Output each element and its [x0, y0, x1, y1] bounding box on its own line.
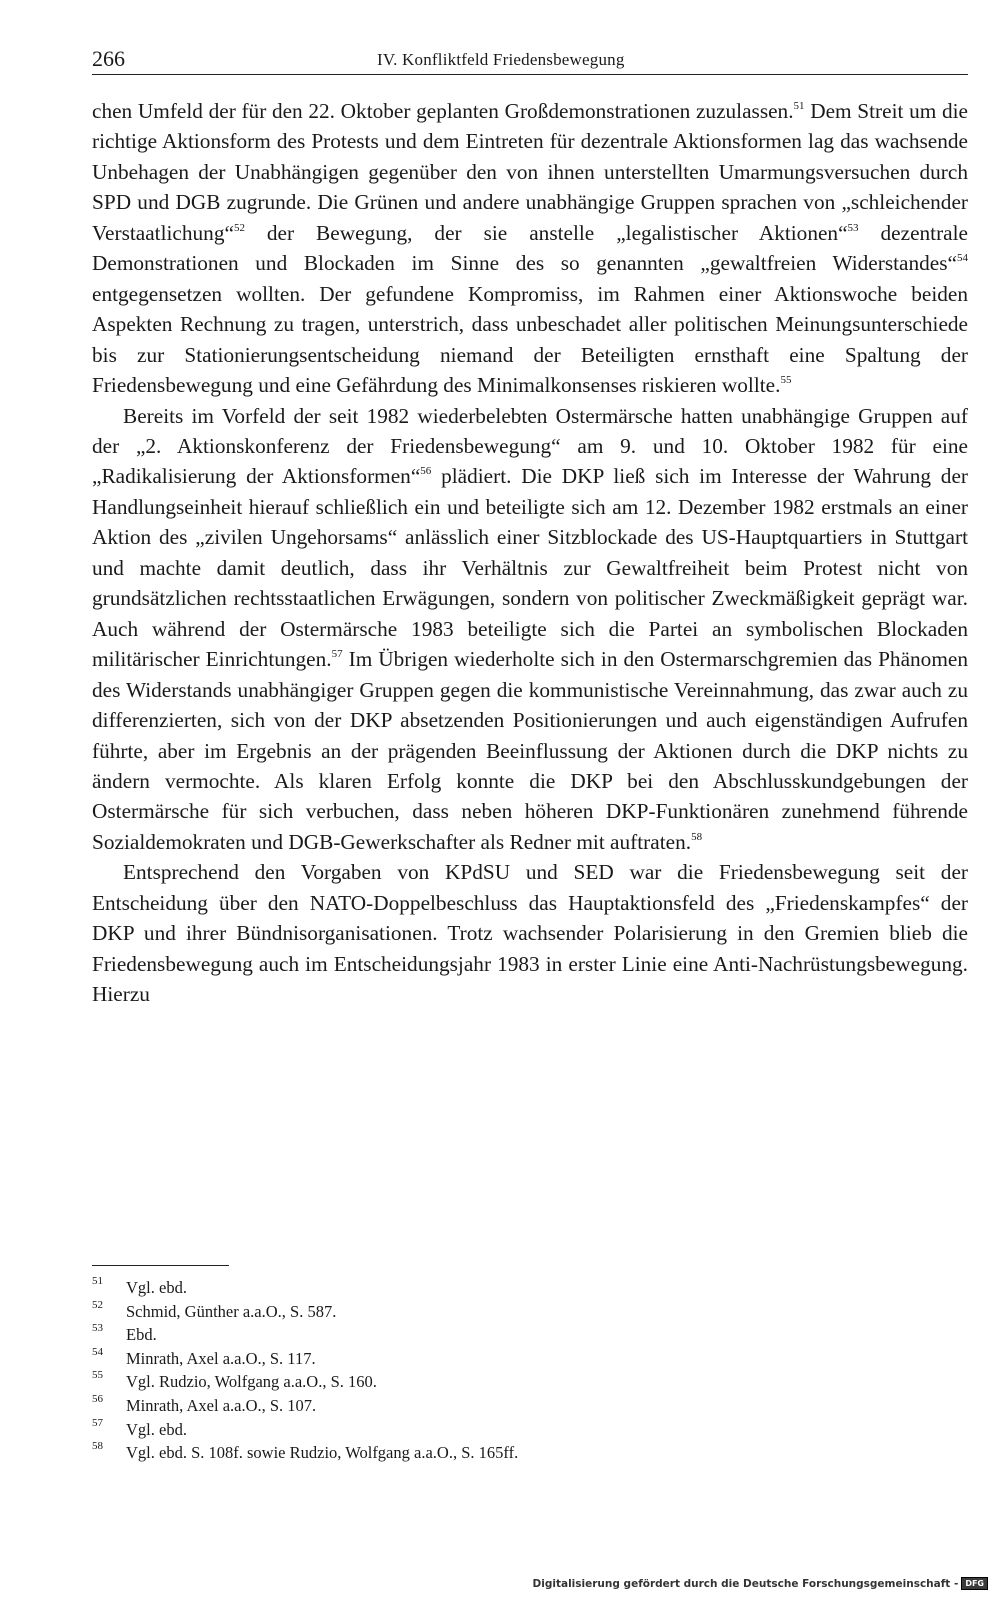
credit-text: Digitalisierung gefördert durch die Deutsche Forschungsgemeinschaft -: [532, 1577, 959, 1590]
paragraph-3: Entsprechend den Vorgaben von KPdSU und SED war die Friedensbewegung seit der Entscheidung über den NATO-Doppelbeschluss das Hauptaktionsfeld des „Friedenskampfes“ der DKP und ihrer Bündnisorganisationen. Trotz wachsender Polarisierung in den Gremien blieb die Friedensbewegung auch im Entscheidungsjahr 1983 in erster Linie eine Anti-Nachrüstungsbewegung. Hierzu: [92, 860, 968, 1007]
footnote: [92, 1394, 792, 1418]
text-span: dezentrale Demonstrationen und Blockaden im Sinne des so genannten „gewaltfreien Widerstandes“: [92, 220, 968, 276]
footnote-text: Minrath, Axel a.a.O., S. 117.: [126, 1348, 316, 1368]
footnote-ref-55[interactable]: 55: [780, 374, 792, 387]
footnote: [92, 1347, 792, 1371]
footnote: [92, 1300, 792, 1324]
footnote-number: 52: [92, 1298, 103, 1311]
footnote: [92, 1276, 792, 1300]
body-text: [92, 96, 968, 1010]
digitization-credit: [533, 1577, 988, 1590]
footnote-ref-51[interactable]: 51: [793, 100, 805, 112]
text-span: der Bewegung, der sie anstelle „legalistischer Aktionen“: [244, 220, 848, 245]
footnote-text: Vgl. ebd. S. 108f. sowie Rudzio, Wolfgang a.a.O., S. 165ff.: [126, 1443, 519, 1463]
text-span: chen Umfeld der für den 22. Oktober geplanten Großdemonstrationen zuzulassen.: [92, 99, 794, 123]
page-number: 266: [92, 46, 125, 71]
paragraph-2: [92, 401, 968, 858]
footnote-number: 54: [92, 1345, 103, 1358]
footnote-text: Ebd.: [126, 1325, 157, 1345]
footnote-number: 53: [92, 1322, 103, 1335]
footnote-text: Vgl. ebd.: [126, 1278, 187, 1297]
text-span: Im Übrigen wiederholte sich in den Ostermarschgremien das Phänomen des Widerstands unabhängiger Gruppen gegen die kommunistische Vereinnahmung, das zwar auch zu differenzierten, sich von der DKP absetzenden Positionierungen und auch eigenständigen Aufrufen führte, aber im Ergebnis an der prägenden Beeinflussung der Aktionen durch die DKP nichts zu ändern vermochte. Als klaren Erfolg konnte die DKP bei den Abschlusskundgebungen der Ostermärsche für sich verbuchen, dass neben höheren DKP-Funktionären zunehmend führende Sozialdemokraten und DGB-Gewerkschafter als Redner mit auftraten.: [92, 647, 968, 854]
footnote-text: Vgl. ebd.: [126, 1419, 187, 1439]
footnote-number: 56: [92, 1392, 103, 1405]
running-head-title: IV. Konfliktfeld Friedensbewegung: [377, 50, 625, 69]
footnote-text: Minrath, Axel a.a.O., S. 107.: [126, 1395, 317, 1415]
footnote-number: 58: [92, 1440, 103, 1453]
footnote: [92, 1441, 792, 1465]
footnotes: [92, 1276, 792, 1465]
footnote-ref-54[interactable]: 54: [957, 252, 968, 265]
footnote-number: 55: [92, 1369, 103, 1382]
text-span: plädiert. Die DKP ließ sich im Interesse der Wahrung der Handlungseinheit hierauf schließlich ein und beteiligte sich am 12. Dezember 1982 erstmals an einer Aktion des „zivilen Ungehorsams“ anlässlich einer Sitzblockade des US-Hauptquartiers in Stuttgart und machte damit deutlich, dass ihr Verhältnis zur Gewaltfreiheit beim Protest nicht von grundsätzlichen rechtsstaatlichen Erwägungen, sondern von politischer Zweckmäßigkeit geprägt war. Auch während der Ostermärsche 1983 beteiligte sich die Partei an symbolischen Blockaden militärischer Einrichtungen.: [92, 464, 968, 672]
footnote-text: Schmid, Günther a.a.O., S. 587.: [126, 1301, 337, 1321]
footnote-text: Vgl. Rudzio, Wolfgang a.a.O., S. 160.: [126, 1372, 377, 1392]
paragraph-1: [92, 96, 968, 401]
footnote-divider: [92, 1265, 229, 1266]
footnote-number: 57: [92, 1416, 103, 1429]
running-header: [92, 44, 968, 75]
footnote-ref-53[interactable]: 53: [847, 221, 859, 234]
text-span: Dem Streit um die richtige Aktionsform des Protests und dem Eintreten für dezentrale Aktionsformen lag das wachsende Unbehagen der Unabhängigen gegenüber den von ihnen unterstellten Umarmungsversuchen durch SPD und DGB zugrunde. Die Grünen und andere unabhängige Gruppen sprachen von „schleichender Verstaatlichung“: [92, 99, 968, 245]
footnote-ref-56[interactable]: 56: [420, 465, 432, 478]
footnote-ref-58[interactable]: 58: [691, 830, 703, 843]
text-span: entgegensetzen wollten. Der gefundene Kompromiss, im Rahmen einer Aktionswoche beiden Aspekten Rechnung zu tragen, unterstrich, dass unbeschadet aller politischen Meinungsunterschiede bis zur Stationierungsentscheidung niemand der Beteiligten ernsthaft eine Spaltung der Friedensbewegung und eine Gefährdung des Minimalkonsenses riskieren wollte.: [92, 281, 968, 398]
footnote-ref-57[interactable]: 57: [331, 648, 343, 661]
footnote-ref-52[interactable]: 52: [233, 221, 245, 234]
footnote: [92, 1370, 792, 1394]
dfg-logo-icon: DFG: [961, 1577, 988, 1590]
footnote-number: 51: [92, 1275, 103, 1287]
footnote: [92, 1323, 792, 1347]
footnote: [92, 1418, 792, 1442]
text-span: Bereits im Vorfeld der seit 1982 wiederbelebten Ostermärsche hatten unabhängige Gruppen auf der „2. Aktionskonferenz der Friedensbewegung“ am 9. und 10. Oktober 1982 für eine „Radikalisierung der Aktionsformen“: [92, 403, 968, 489]
